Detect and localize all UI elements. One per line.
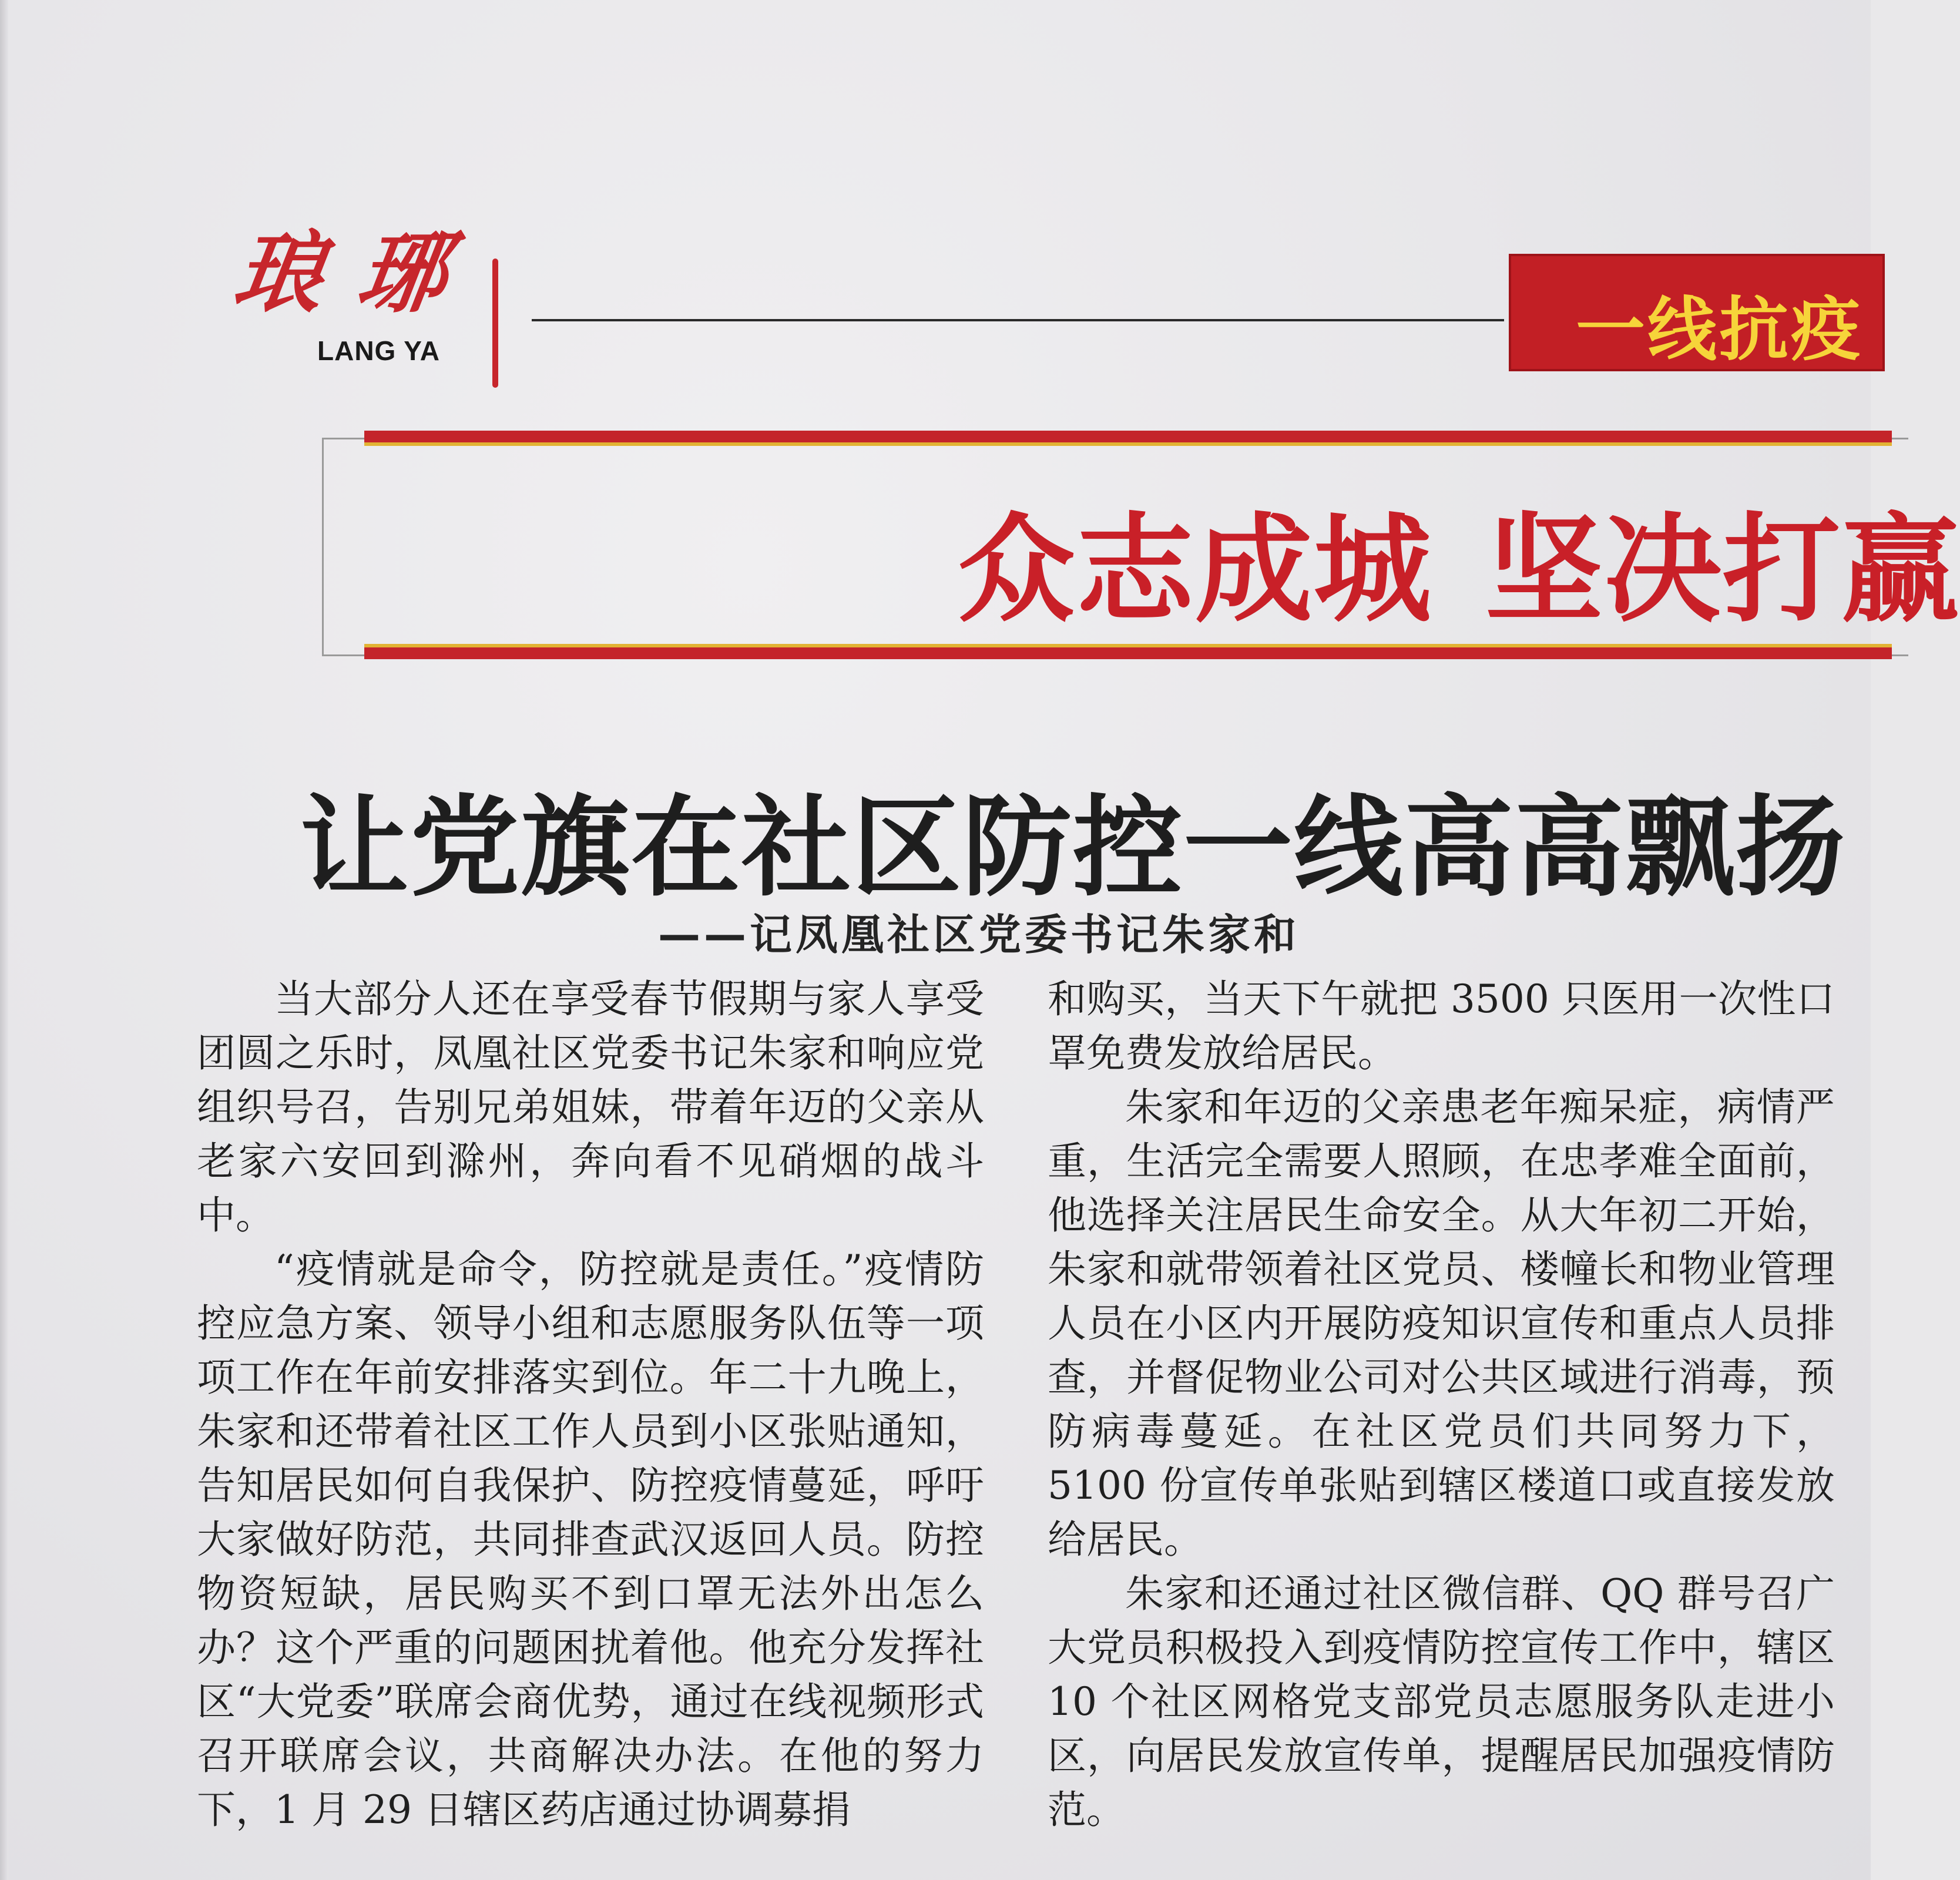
banner-top-rule xyxy=(364,431,1892,446)
masthead-rule xyxy=(532,319,1504,321)
paragraph: 当大部分人还在享受春节假期与家人享受团圆之乐时，凤凰社区党委书记朱家和响应党组织号召，告别兄弟姐妹，带着年迈的父亲从老家六安回到滁州，奔向看不见硝烟的战斗中。 xyxy=(197,976,984,1238)
section-tag-label: 一线抗疫 xyxy=(1576,288,1863,370)
paragraph: 朱家和还通过社区微信群、QQ 群号召广大党员积极投入到疫情防控宣传工作中，辖区 10 个社区网格党支部党员志愿服务队走进小区，向居民发放宣传单，提醒居民加强疫情防范。 xyxy=(1048,1571,1835,1832)
paragraph: “疫情就是命令，防控就是责任。”疫情防控应急方案、领导小组和志愿服务队伍等一项项工作在年前安排落实到位。年二十九晚上，朱家和还带着社区工作人员到小区张贴通知，告知居民如何自我保护、防控疫情蔓延，呼吁大家做好防范，共同排查武汉返回人员。防控物资短缺，居民购买不到口罩无法外出怎么办？这个严重的问题困扰着他。他充分发挥社区“大党委”联席会商优势，通过在线视频形式召开联席会议，共商解决办法。在他的努力下，1 月 29 日辖区药店通过协调募捐 xyxy=(197,1247,984,1832)
page-edge-shadow xyxy=(0,0,8,1880)
paragraph: 和购买，当天下午就把 3500 只医用一次性口罩免费发放给居民。 xyxy=(1048,976,1835,1076)
section-tag xyxy=(1509,254,1885,371)
section-logo: 琅琊 xyxy=(227,221,489,325)
banner-slogan xyxy=(958,476,1960,644)
banner-slogan-part2: 坚决打赢 xyxy=(1485,502,1960,639)
logo-brush-stroke xyxy=(492,258,498,388)
article-subtitle: ——记凤凰社区党委书记朱家和 xyxy=(658,910,1300,959)
article-title: 让党旗在社区防控一线高高飘扬 xyxy=(300,783,1847,911)
section-logo-latin: LANG YA xyxy=(317,335,440,366)
article-column-right xyxy=(1048,972,1835,1837)
banner-slogan-part1: 众志成城 xyxy=(958,502,1433,639)
paragraph: 朱家和年迈的父亲患老年痴呆症，病情严重，生活完全需要人照顾，在忠孝难全面前，他选择关注居民生命安全。从大年初二开始，朱家和就带领着社区党员、楼幢长和物业管理人员在小区内开展防疫知识宣传和重点人员排查，并督促物业公司对公共区域进行消毒，预防病毒蔓延。在社区党员们共同努力下，5100 份宣传单张贴到辖区楼道口或直接发放给居民。 xyxy=(1048,1085,1835,1562)
article-column-left xyxy=(197,972,984,1837)
banner-bottom-rule xyxy=(364,644,1892,659)
